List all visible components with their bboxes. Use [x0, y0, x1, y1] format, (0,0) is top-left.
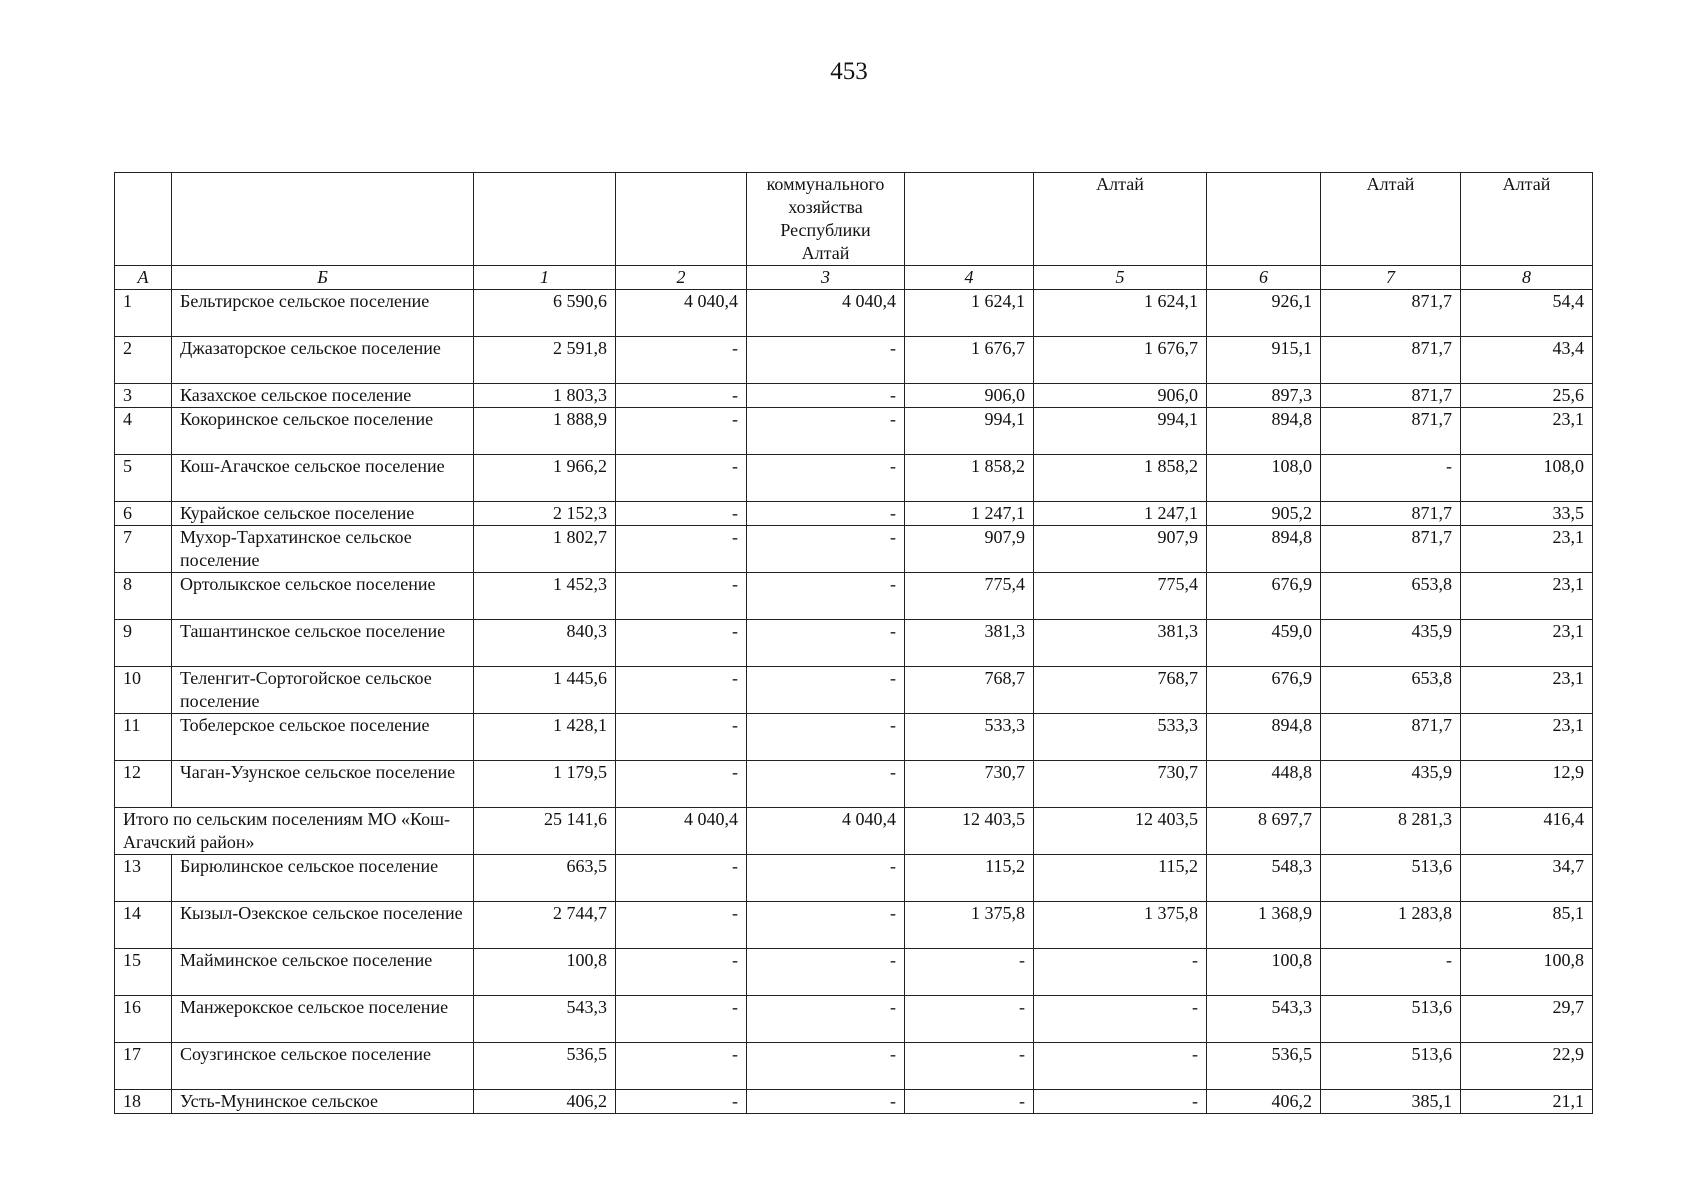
value-cell: 22,9 [1461, 1043, 1593, 1090]
row-number: 2 [115, 337, 172, 384]
value-cell: 1 888,9 [474, 408, 616, 455]
value-cell: 513,6 [1321, 855, 1461, 902]
header-cell [616, 173, 747, 266]
value-cell: 775,4 [1034, 573, 1207, 620]
value-cell: 905,2 [1207, 502, 1321, 526]
table-body [115, 173, 1593, 1114]
settlement-name: Бельтирское сельское поселение [172, 290, 474, 337]
value-cell: 906,0 [905, 384, 1034, 408]
value-cell: 871,7 [1321, 290, 1461, 337]
value-cell: - [616, 902, 747, 949]
value-cell: - [747, 902, 905, 949]
value-cell: 871,7 [1321, 408, 1461, 455]
value-cell: - [747, 761, 905, 808]
total-value-cell: 8 281,3 [1321, 808, 1461, 855]
settlement-name: Курайское сельское поселение [172, 502, 474, 526]
table-row [115, 502, 1593, 526]
column-index-cell: 5 [1034, 266, 1207, 290]
value-cell: 23,1 [1461, 408, 1593, 455]
value-cell: - [747, 384, 905, 408]
value-cell: 730,7 [905, 761, 1034, 808]
value-cell: 406,2 [1207, 1090, 1321, 1114]
value-cell: 513,6 [1321, 996, 1461, 1043]
header-cell [172, 173, 474, 266]
value-cell: 2 744,7 [474, 902, 616, 949]
value-cell: - [1034, 949, 1207, 996]
value-cell: 435,9 [1321, 761, 1461, 808]
settlement-name: Усть-Мунинское сельское [172, 1090, 474, 1114]
header-cell [115, 173, 172, 266]
value-cell: 926,1 [1207, 290, 1321, 337]
settlement-name: Манжерокское сельское поселение [172, 996, 474, 1043]
table-row [115, 620, 1593, 667]
value-cell: 994,1 [1034, 408, 1207, 455]
value-cell: 115,2 [905, 855, 1034, 902]
value-cell: 536,5 [1207, 1043, 1321, 1090]
value-cell: 1 802,7 [474, 526, 616, 573]
value-cell: 1 368,9 [1207, 902, 1321, 949]
value-cell: 1 624,1 [905, 290, 1034, 337]
value-cell: 23,1 [1461, 526, 1593, 573]
value-cell: 533,3 [1034, 714, 1207, 761]
total-row [115, 808, 1593, 855]
settlement-name: Ортолыкское сельское поселение [172, 573, 474, 620]
value-cell: 676,9 [1207, 667, 1321, 714]
value-cell: 871,7 [1321, 384, 1461, 408]
settlement-name: Ташантинское сельское поселение [172, 620, 474, 667]
value-cell: 100,8 [1461, 949, 1593, 996]
table-row [115, 337, 1593, 384]
value-cell: - [747, 1043, 905, 1090]
value-cell: 406,2 [474, 1090, 616, 1114]
value-cell: 897,3 [1207, 384, 1321, 408]
value-cell: 730,7 [1034, 761, 1207, 808]
value-cell: 840,3 [474, 620, 616, 667]
value-cell: - [616, 1043, 747, 1090]
row-number: 7 [115, 526, 172, 573]
settlement-name: Кокоринское сельское поселение [172, 408, 474, 455]
total-value-cell: 25 141,6 [474, 808, 616, 855]
column-index-cell: А [115, 266, 172, 290]
value-cell: - [616, 667, 747, 714]
value-cell: 871,7 [1321, 526, 1461, 573]
row-number: 1 [115, 290, 172, 337]
value-cell: - [905, 996, 1034, 1043]
value-cell: 6 590,6 [474, 290, 616, 337]
value-cell: 513,6 [1321, 1043, 1461, 1090]
value-cell: 894,8 [1207, 526, 1321, 573]
value-cell: - [747, 455, 905, 502]
settlement-name: Казахское сельское поселение [172, 384, 474, 408]
row-number: 6 [115, 502, 172, 526]
value-cell: 4 040,4 [747, 290, 905, 337]
table-row [115, 455, 1593, 502]
value-cell: - [1034, 996, 1207, 1043]
value-cell: 1 375,8 [1034, 902, 1207, 949]
table-row [115, 855, 1593, 902]
column-index-cell: 2 [616, 266, 747, 290]
column-index-cell: 7 [1321, 266, 1461, 290]
value-cell: 1 452,3 [474, 573, 616, 620]
value-cell: 34,7 [1461, 855, 1593, 902]
table-row [115, 290, 1593, 337]
table-row [115, 1043, 1593, 1090]
row-number: 10 [115, 667, 172, 714]
value-cell: - [1034, 1043, 1207, 1090]
value-cell: - [747, 573, 905, 620]
value-cell: 381,3 [1034, 620, 1207, 667]
value-cell: 1 858,2 [1034, 455, 1207, 502]
row-number: 11 [115, 714, 172, 761]
column-index-cell: 8 [1461, 266, 1593, 290]
value-cell: - [616, 714, 747, 761]
value-cell: - [616, 455, 747, 502]
value-cell: 1 283,8 [1321, 902, 1461, 949]
value-cell: 1 247,1 [1034, 502, 1207, 526]
value-cell: - [747, 949, 905, 996]
table-row [115, 573, 1593, 620]
table-row [115, 1090, 1593, 1114]
table-row [115, 408, 1593, 455]
row-number: 15 [115, 949, 172, 996]
value-cell: 85,1 [1461, 902, 1593, 949]
table-row [115, 949, 1593, 996]
value-cell: 653,8 [1321, 667, 1461, 714]
value-cell: 43,4 [1461, 337, 1593, 384]
value-cell: 12,9 [1461, 761, 1593, 808]
table-row [115, 761, 1593, 808]
value-cell: 676,9 [1207, 573, 1321, 620]
value-cell: 1 624,1 [1034, 290, 1207, 337]
header-cell: Алтай [1034, 173, 1207, 266]
header-cell [905, 173, 1034, 266]
row-number: 17 [115, 1043, 172, 1090]
settlement-name: Тобелерское сельское поселение [172, 714, 474, 761]
row-number: 14 [115, 902, 172, 949]
value-cell: 894,8 [1207, 714, 1321, 761]
value-cell: 543,3 [474, 996, 616, 1043]
settlement-name: Чаган-Узунское сельское поселение [172, 761, 474, 808]
value-cell: 906,0 [1034, 384, 1207, 408]
value-cell: 381,3 [905, 620, 1034, 667]
value-cell: 663,5 [474, 855, 616, 902]
value-cell: - [747, 714, 905, 761]
value-cell: 108,0 [1461, 455, 1593, 502]
row-number: 12 [115, 761, 172, 808]
value-cell: 1 247,1 [905, 502, 1034, 526]
header-cell: Алтай [1461, 173, 1593, 266]
value-cell: - [616, 855, 747, 902]
table-row [115, 526, 1593, 573]
value-cell: 4 040,4 [616, 290, 747, 337]
value-cell: 653,8 [1321, 573, 1461, 620]
value-cell: - [747, 337, 905, 384]
header-cell: коммунального хозяйства Республики Алтай [747, 173, 905, 266]
column-index-cell: 6 [1207, 266, 1321, 290]
value-cell: 768,7 [1034, 667, 1207, 714]
header-cell: Алтай [1321, 173, 1461, 266]
budget-table [114, 172, 1593, 1114]
value-cell: 23,1 [1461, 667, 1593, 714]
value-cell: 915,1 [1207, 337, 1321, 384]
value-cell: 2 152,3 [474, 502, 616, 526]
header-row-index [115, 266, 1593, 290]
row-number: 8 [115, 573, 172, 620]
total-value-cell: 416,4 [1461, 808, 1593, 855]
value-cell: - [616, 1090, 747, 1114]
column-index-cell: Б [172, 266, 474, 290]
value-cell: 1 858,2 [905, 455, 1034, 502]
value-cell: - [616, 996, 747, 1043]
column-index-cell: 4 [905, 266, 1034, 290]
table-row [115, 384, 1593, 408]
value-cell: 548,3 [1207, 855, 1321, 902]
settlement-name: Майминское сельское поселение [172, 949, 474, 996]
value-cell: 536,5 [474, 1043, 616, 1090]
value-cell: 29,7 [1461, 996, 1593, 1043]
value-cell: 33,5 [1461, 502, 1593, 526]
value-cell: 1 966,2 [474, 455, 616, 502]
value-cell: 23,1 [1461, 620, 1593, 667]
value-cell: 1 428,1 [474, 714, 616, 761]
settlement-name: Бирюлинское сельское поселение [172, 855, 474, 902]
table-row [115, 996, 1593, 1043]
value-cell: 1 179,5 [474, 761, 616, 808]
row-number: 9 [115, 620, 172, 667]
value-cell: 775,4 [905, 573, 1034, 620]
value-cell: - [616, 526, 747, 573]
value-cell: - [1321, 455, 1461, 502]
value-cell: 871,7 [1321, 337, 1461, 384]
value-cell: 871,7 [1321, 714, 1461, 761]
column-index-cell: 3 [747, 266, 905, 290]
value-cell: 435,9 [1321, 620, 1461, 667]
value-cell: 385,1 [1321, 1090, 1461, 1114]
value-cell: - [747, 667, 905, 714]
table-row [115, 714, 1593, 761]
value-cell: 115,2 [1034, 855, 1207, 902]
value-cell: 768,7 [905, 667, 1034, 714]
value-cell: - [616, 573, 747, 620]
value-cell: 1 803,3 [474, 384, 616, 408]
header-cell [474, 173, 616, 266]
value-cell: 533,3 [905, 714, 1034, 761]
value-cell: 907,9 [1034, 526, 1207, 573]
value-cell: 1 445,6 [474, 667, 616, 714]
value-cell: - [747, 1090, 905, 1114]
value-cell: 907,9 [905, 526, 1034, 573]
value-cell: - [747, 502, 905, 526]
value-cell: - [905, 949, 1034, 996]
value-cell: - [616, 337, 747, 384]
value-cell: - [616, 761, 747, 808]
value-cell: - [747, 408, 905, 455]
value-cell: - [747, 855, 905, 902]
value-cell: 23,1 [1461, 714, 1593, 761]
value-cell: 894,8 [1207, 408, 1321, 455]
value-cell: 459,0 [1207, 620, 1321, 667]
value-cell: 1 676,7 [905, 337, 1034, 384]
value-cell: - [747, 526, 905, 573]
row-number: 5 [115, 455, 172, 502]
value-cell: - [747, 620, 905, 667]
value-cell: - [905, 1090, 1034, 1114]
total-label: Итого по сельским поселениям МО «Кош-Агачский район» [115, 808, 474, 855]
total-value-cell: 12 403,5 [1034, 808, 1207, 855]
value-cell: 100,8 [474, 949, 616, 996]
total-value-cell: 4 040,4 [616, 808, 747, 855]
settlement-name: Кызыл-Озекское сельское поселение [172, 902, 474, 949]
value-cell: - [747, 996, 905, 1043]
row-number: 3 [115, 384, 172, 408]
value-cell: - [616, 502, 747, 526]
value-cell: 2 591,8 [474, 337, 616, 384]
value-cell: - [616, 949, 747, 996]
row-number: 16 [115, 996, 172, 1043]
value-cell: 25,6 [1461, 384, 1593, 408]
settlement-name: Джазаторское сельское поселение [172, 337, 474, 384]
value-cell: 1 375,8 [905, 902, 1034, 949]
total-value-cell: 4 040,4 [747, 808, 905, 855]
value-cell: 543,3 [1207, 996, 1321, 1043]
row-number: 4 [115, 408, 172, 455]
value-cell: - [1321, 949, 1461, 996]
value-cell: - [1034, 1090, 1207, 1114]
value-cell: 54,4 [1461, 290, 1593, 337]
value-cell: - [616, 384, 747, 408]
total-value-cell: 8 697,7 [1207, 808, 1321, 855]
value-cell: - [905, 1043, 1034, 1090]
value-cell: 448,8 [1207, 761, 1321, 808]
settlement-name: Теленгит-Сортогойское сельское поселение [172, 667, 474, 714]
row-number: 13 [115, 855, 172, 902]
header-cell [1207, 173, 1321, 266]
column-index-cell: 1 [474, 266, 616, 290]
settlement-name: Кош-Агачское сельское поселение [172, 455, 474, 502]
settlement-name: Соузгинское сельское поселение [172, 1043, 474, 1090]
table-row [115, 667, 1593, 714]
total-value-cell: 12 403,5 [905, 808, 1034, 855]
value-cell: 100,8 [1207, 949, 1321, 996]
table-row [115, 902, 1593, 949]
value-cell: 23,1 [1461, 573, 1593, 620]
value-cell: 1 676,7 [1034, 337, 1207, 384]
page-number: 453 [830, 58, 868, 85]
settlement-name: Мухор-Тархатинское сельское поселение [172, 526, 474, 573]
value-cell: - [616, 408, 747, 455]
value-cell: 21,1 [1461, 1090, 1593, 1114]
value-cell: 108,0 [1207, 455, 1321, 502]
value-cell: 994,1 [905, 408, 1034, 455]
row-number: 18 [115, 1090, 172, 1114]
value-cell: - [616, 620, 747, 667]
header-row-labels [115, 173, 1593, 266]
value-cell: 871,7 [1321, 502, 1461, 526]
